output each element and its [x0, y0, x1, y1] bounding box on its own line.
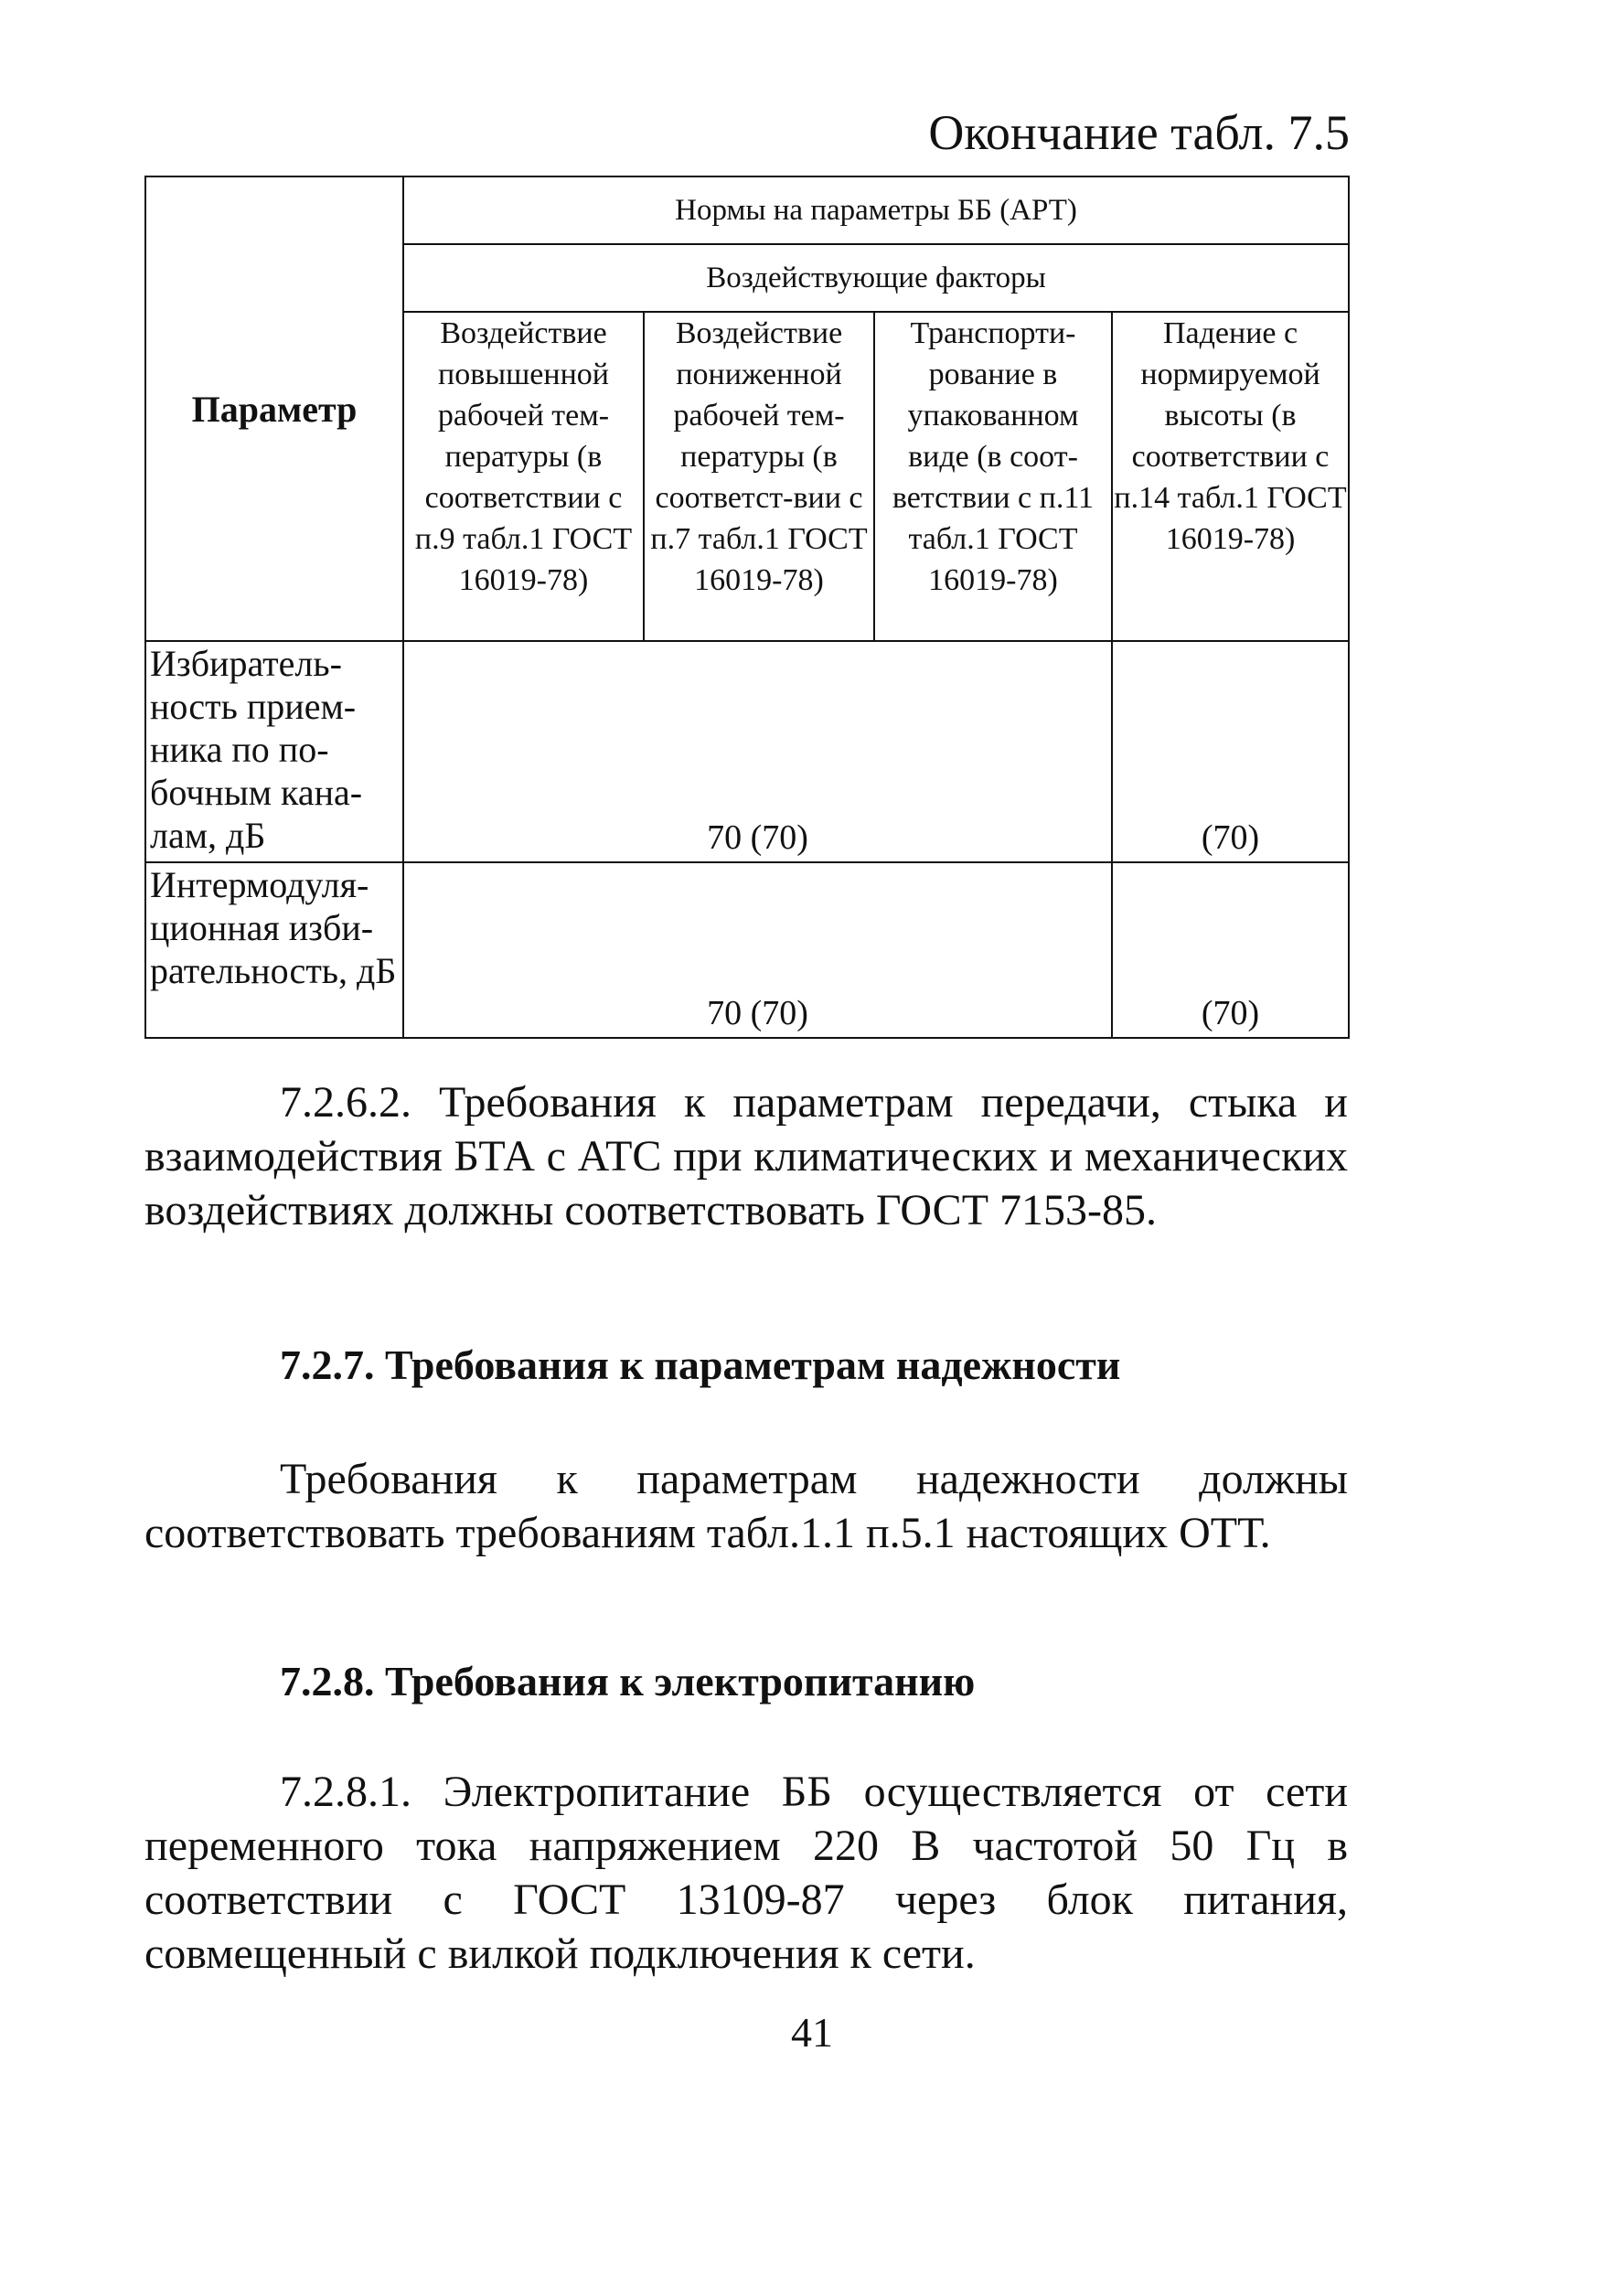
- row-param-name: Интермодуля-ционная изби-рательность, дБ: [145, 862, 403, 1038]
- section-heading-7-2-8: 7.2.8. Требования к электропитанию: [280, 1658, 976, 1704]
- parameters-table: [144, 176, 1350, 1039]
- column-header: Транспорти-рование в упакованном виде (в соот-ветствии с п.11 табл.1 ГОСТ 16019-78): [874, 312, 1112, 641]
- page-number: 41: [791, 2009, 833, 2056]
- factors-header: Воздействующие факторы: [403, 244, 1349, 312]
- row-value-merged: 70 (70): [403, 862, 1112, 1038]
- paragraph-7-2-8-1: 7.2.8.1. Электропитание ББ осуществляется от сети переменного тока напряжением 220 В частотой 50 Гц в соответствии с ГОСТ 13109-87 через блок питания, совмещенный с вилкой подключения к сети.: [144, 1768, 1348, 1978]
- column-header: Падение с нормируемой высоты (в соответствии с п.14 табл.1 ГОСТ 16019-78): [1112, 312, 1349, 641]
- section-heading-7-2-7: 7.2.7. Требования к параметрам надежности: [280, 1341, 1121, 1388]
- table-row: [145, 862, 1349, 1038]
- column-header: Воздействие повышенной рабочей тем-пературы (в соответствии с п.9 табл.1 ГОСТ 16019-78): [403, 312, 644, 641]
- paragraph-7-2-6-2: 7.2.6.2. Требования к параметрам передачи, стыка и взаимодействия БТА с АТС при климатических и механических воздействиях должны соответствовать ГОСТ 7153-85.: [144, 1078, 1348, 1234]
- table-row: [145, 641, 1349, 862]
- column-header: Воздействие пониженной рабочей тем-пературы (в соответст-вии с п.7 табл.1 ГОСТ 16019-78): [644, 312, 874, 641]
- row-param-name: Избиратель-ность прием-ника по по-бочным кана-лам, дБ: [145, 641, 403, 862]
- param-column-header: Параметр: [145, 176, 403, 641]
- row-value-last: (70): [1112, 862, 1349, 1038]
- norms-header: Нормы на параметры ББ (АРТ): [403, 176, 1349, 244]
- table-header-row-1: [145, 176, 1349, 244]
- paragraph-7-2-7: Требования к параметрам надежности должны соответствовать требованиям табл.1.1 п.5.1 настоящих ОТТ.: [144, 1455, 1348, 1557]
- row-value-last: (70): [1112, 641, 1349, 862]
- table-caption: Окончание табл. 7.5: [928, 105, 1350, 160]
- row-value-merged: 70 (70): [403, 641, 1112, 862]
